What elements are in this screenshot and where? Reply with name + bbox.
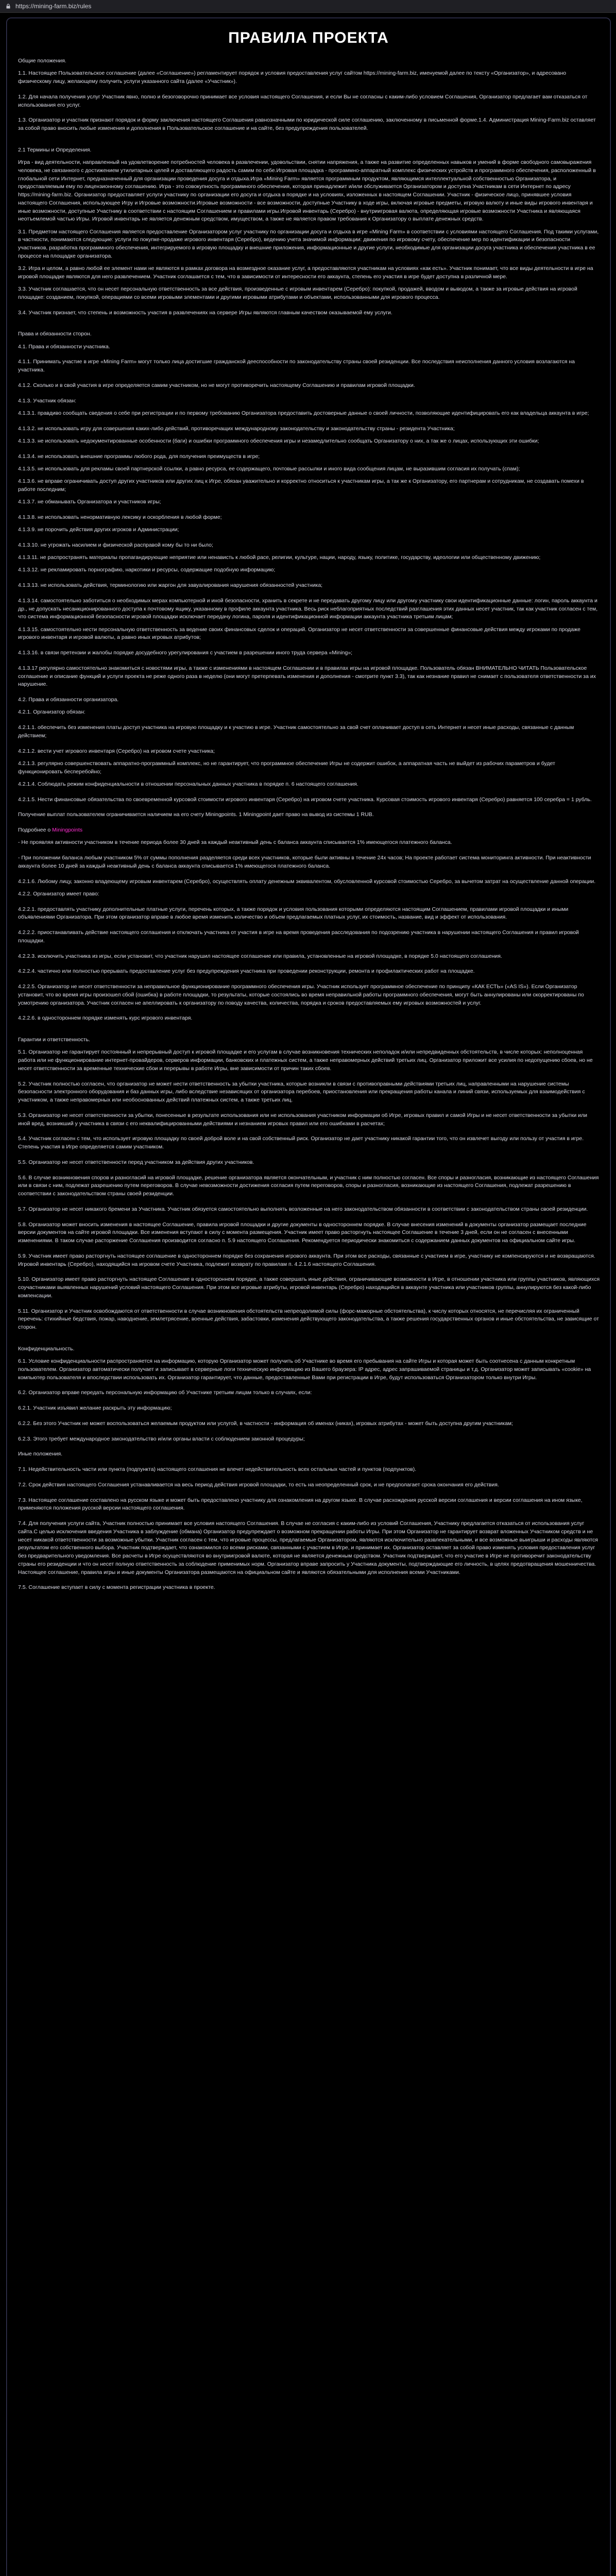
rules-paragraph xyxy=(18,1252,600,1269)
rules-paragraph xyxy=(18,1308,600,1332)
rules-paragraph xyxy=(18,425,600,433)
rules-content xyxy=(7,57,610,1592)
rules-paragraph xyxy=(18,724,600,740)
rules-paragraph xyxy=(18,285,600,302)
paragraph-text: 4.2.1. Организатор обязан: xyxy=(18,709,85,716)
paragraph-text: 4.1.3.16. в связи претензии и жалобы порядке досудебного урегулирования с участием в разрешении иного труда сервера «Mining»; xyxy=(18,650,353,656)
paragraph-text: 4.1.3.6. не вправе ограничивать доступ других участников или других лиц к Игре, обязан уважительно и корректно относиться к участникам игры, а так же к Организатору, его партнерам и сотрудникам, не создавать помехи в работе последним; xyxy=(18,478,584,493)
paragraph-text: 7.4. Для получения услуги сайта, Участник полностью принимает все условия настоящего Соглашения. В случае не согласия с каким-либо из условий Соглашения, Участнику предлагается отказаться от использования услуг сайта.С целью исключения введения Участника в заблуждение (обмана) Организатор предупреждает о возможном прекращении работы Игры. При этом Организатор не гарантирует возврат вложенных Участником средств и не несет никакой ответственности за возможные убытки. Участник согласен с тем, что игровые процессы, предлагаемые Организатором, являются исключительно развлекательными, и все возможные выигрыши и расходы являются результатом его собственного выбора. Участник подтверждает, что ознакомился со всеми рисками, связанными с участием в Игре, и принимает их. Организатор оставляет за собой право изменять условия предоставления услуг без предварительного уведомления. Все расчеты в Игре осуществляются во внутриигровой валюте, которая не является денежным средством. Участник подтверждает, что его участие в Игре не противоречит законодательству страны его резиденции и что он несет полную ответственность за соблюдение применимых норм. Организатор вправе запросить у Участника документы, подтверждающие его личность, в целях предотвращения мошенничества. Настоящее соглашение, правила игры и иные документы Организатора размещаются на официальном сайте и являются обязательными для исполнения всеми Участниками. xyxy=(18,1520,598,1575)
paragraph-text: 4.2.1.6. Любому лицу, законно владеющему игровым инвентарем (Серебро), осуществлять оплату денежным эквивалентом, обусловленной курсовой стоимостью Серебро, за вычетом затрат на осуществление данной операции. xyxy=(18,878,596,885)
paragraph-text: 7.3. Настоящее соглашение составлено на русском языке и может быть предоставлено участнику для ознакомления на другом языке. В случае расхождения русской версии соглашения и версии соглашения на ином языке, применяются положения русской версии настоящего соглашения. xyxy=(18,1497,583,1512)
rules-paragraph xyxy=(18,566,600,574)
rules-paragraph xyxy=(18,437,600,446)
paragraph-text: 6.2. Организатор вправе передать персональную информацию об Участнике третьим лицам только в случаях, если: xyxy=(18,1389,312,1396)
rules-paragraph xyxy=(18,781,600,789)
paragraph-text: 4.1.3.15. самостоятельно нести персональную ответственность за ведение своих финансовых сделок и операций. Организатор не несет ответственности за совершенные финансовые действия между игроками по продаже игрового инвентаря и игровой валюты, а равно иных игровых атрибутов; xyxy=(18,626,581,641)
lock-icon xyxy=(5,3,11,9)
rules-paragraph xyxy=(18,839,600,847)
rules-paragraph xyxy=(18,309,600,317)
paragraph-text: 5.9. Участник имеет право расторгнуть настоящее соглашение в одностороннем порядке без сохранения игрового аккаунта. При этом все расходы, связанные с участием в игре, участнику не компенсируются и не возвращаются. Игровой инвентарь (Серебро), находящийся на игровом счете Участника, подлежит возврату по правилам п. 4.2.1.6 настоящего Соглашения. xyxy=(18,1252,595,1267)
paragraph-text: Игра - вид деятельности, направленный на удовлетворение потребностей человека в развлечении, удовольствии, снятии напряжения, а также на развитие определенных навыков и умений в форме свободного самовыражения человека, не связанного с достижением утилитарных целей и доставляющего радость самим по себе.Игровая площадка - программно-аппаратный комплекс физических устройств и программного обеспечения, расположенный в глобальной сети Интернет, предназначенный для организации проведения досуга и отдыха.Игра «Mining Farm» является программным продуктом, являющимся интеллектуальной собственностью Организатора, и предоставляемым ему по лицензионному соглашению. Игра - это совокупность программного обеспечения, которая принадлежит и/или обслуживается Организатором и доступна Участникам в сети Интернет по адресу https://mining-farm.biz. Организатор предоставляет услуги участнику по организации его досуга и отдыха в порядке и на условиях, изложенных в настоящем Соглашении. Участник - физическое лицо, принявшее условия настоящего Соглашения, использующее Игру и Игровые возможности.Игровые возможности - все возможности, доступные Участнику в ходе игры, включая игровые предметы, игровую валюту и иные виды игрового инвентаря и иные возможности, доступные Участнику в соответствии с настоящим Соглашением и правилами игры.Игровой инвентарь (Серебро) - внутриигровая валюта, определяющая игровые возможности Участника и являющаяся неотъемлемой частью Игры. Игровой инвентарь не является денежным средством, имуществом, а также не является правом требования к Организатору о выплате денежных средств. xyxy=(18,159,596,223)
paragraph-text: 5.2. Участник полностью согласен, что организатор не может нести ответственность за убытки участника, которые возникли в связи с противоправными действиями третьих лиц, направленными на нарушение системы безопасности электронного оборудования и баз данных игры, либо вследствие независящих от организатора перебоев, приостановления или прекращения работы канала и линий связи, используемых для взаимодействия с участником, а также неправомерных или необоснованных действий платежных систем, а также третьих лиц. xyxy=(18,1080,585,1103)
rules-paragraph xyxy=(18,1345,600,1353)
paragraph-text: 4.1.3.12. не рекламировать порнографию, наркотики и ресурсы, содержащие подобную информацию; xyxy=(18,567,276,573)
rules-paragraph xyxy=(18,1276,600,1300)
paragraph-text: 4.1.3.13. не использовать действия, терминологию или жаргон для завуалирования нарушения обязанностей участника; xyxy=(18,582,323,588)
rules-paragraph xyxy=(18,159,600,224)
rules-paragraph xyxy=(18,626,600,642)
paragraph-text: 5.7. Организатор не несет никакого бремени за Участника. Участник обязуется самостоятельно выполнять возложенные на него законодательством обязанности в соответствии с законодательством страны своей резиденции. xyxy=(18,1206,588,1212)
rules-paragraph xyxy=(18,554,600,562)
paragraph-text: 5.5. Организатор не несет ответственности перед участником за действия других участников. xyxy=(18,1159,254,1165)
paragraph-text: 4.1.3.2. не использовать игру для совершения каких-либо действий, противоречащих международному законодательству и законодательству страны - резидента Участника; xyxy=(18,425,455,432)
rules-paragraph xyxy=(18,854,600,871)
rules-paragraph xyxy=(18,760,600,776)
rules-paragraph xyxy=(18,1358,600,1382)
rules-paragraph xyxy=(18,1466,600,1474)
paragraph-text: Общие положения. xyxy=(18,58,66,64)
paragraph-text: 4.1.3.8. не использовать ненормативную лексику и оскорбления в любой форме; xyxy=(18,514,222,520)
rules-paragraph xyxy=(18,265,600,281)
rules-paragraph xyxy=(18,382,600,390)
paragraph-text: 4.2.1.3. регулярно совершенствовать аппаратно-программный комплекс, но не гарантирует, что программное обеспечение Игры не содержит ошибок, а аппаратная часть не выйдет из рабочих параметров и будет функционировать бесперебойно; xyxy=(18,760,555,775)
paragraph-text: 4.2.2.2. приостанавливать действие настоящего соглашения и отключать участника от участия в игре на время проведения расследования по подозрению участника в нарушении настоящего Соглашения и правил игровой площадки. xyxy=(18,929,579,944)
rules-paragraph xyxy=(18,514,600,522)
rules-paragraph xyxy=(18,57,600,65)
paragraph-text: 4.2.1.2. вести учет игрового инвентаря (Серебро) на игровом счете участника; xyxy=(18,748,215,754)
rules-paragraph xyxy=(18,1014,600,1023)
paragraph-text: 4.2.2.5. Организатор не несет ответственности за неправильное функционирование программного обеспечения игры. Участник использует программное обеспечение по принципу «КАК ЕСТЬ» («AS IS»). Если Организатор установит, что во время игры произошел сбой (ошибка) в работе площадки, то результаты, которые состоялись во время неправильной работы программного обеспечения, могут быть аннулированы или скорректированы по усмотрению организатора. Участник согласен не апеллировать к организатору по поводу качества, количества, порядка и сроков предоставляемых ему игровых возможностей и услуг. xyxy=(18,984,584,1006)
rules-panel xyxy=(6,18,611,2576)
paragraph-text: 7.5. Соглашение вступает в силу с момента регистрации участника в проекте. xyxy=(18,1584,215,1591)
rules-paragraph xyxy=(18,1481,600,1489)
rules-paragraph xyxy=(18,397,600,405)
url-text[interactable]: https://mining-farm.biz/rules xyxy=(15,3,92,10)
paragraph-text: 4.2.1.4. Соблюдать режим конфиденциальности в отношении персональных данных участника в порядке п. 6 настоящего соглашения. xyxy=(18,781,358,787)
paragraph-text: 4.1. Права и обязанности участника. xyxy=(18,343,110,350)
browser-address-bar xyxy=(0,0,616,13)
rules-paragraph xyxy=(18,116,600,133)
rules-paragraph xyxy=(18,1404,600,1413)
rules-paragraph xyxy=(18,146,600,155)
paragraph-text: 3.2. Игра и целом, а равно любой ее элемент нами не являются в рамках договора на возмездное оказание услуг, а предоставляются участникам на условиях «как есть». Участник понимает, что все виды деятельности в игре на игровой площадке являются для него развлечением. Участник соглашается с тем, что в зависимости от интересности его аккаунта, степень его участия в игре будет доступна в различной мере. xyxy=(18,265,593,280)
rules-paragraph xyxy=(18,649,600,657)
paragraph-text: 5.4. Участник согласен с тем, что использует игровую площадку по своей доброй воле и на свой собственный риск. Организатор не дает участнику никакой гарантии того, что он извлечет выгоду или пользу от участия в игре. Степень участия в Игре определяется самим участником. xyxy=(18,1136,584,1150)
rules-paragraph xyxy=(18,1080,600,1105)
rules-paragraph xyxy=(18,597,600,621)
paragraph-text: 7.1. Недействительность части или пункта (подпункта) настоящего соглашения не влечет недействительность всех остальных частей и пунктов (подпунктов). xyxy=(18,1466,417,1472)
paragraph-text: Конфиденциальность. xyxy=(18,1345,75,1352)
rules-paragraph xyxy=(18,878,600,886)
rules-paragraph xyxy=(18,1420,600,1428)
paragraph-text: 5.3. Организатор не несет ответственности за убытки, понесенные в результате использования или не использования участником информации об Игре, игровых правил и самой Игры и не несет ответственности за убытки или иной вред, возникший у участника в связи с его неквалифицированными действиями и незнанием игровых правил или его ошибками в расчетах; xyxy=(18,1112,588,1127)
rules-paragraph xyxy=(18,478,600,494)
rules-paragraph xyxy=(18,708,600,717)
paragraph-text: 4.1.3.10. не угрожать насилием и физической расправой кому бы то ни было; xyxy=(18,541,213,548)
rules-paragraph xyxy=(18,93,600,110)
rules-paragraph xyxy=(18,498,600,506)
paragraph-text: 4.2.2.3. исключить участника из игры, если установит, что участник нарушил настоящее соглашение или правила, установленные на игровой площадке, в порядке 5.0 настоящего соглашения. xyxy=(18,953,502,959)
paragraph-text: 6.2.1. Участник изъявил желание раскрыть эту информацию; xyxy=(18,1405,172,1411)
paragraph-text: 2.1 Термины и Определения. xyxy=(18,146,92,153)
paragraph-text: 7.2. Срок действия настоящего Соглашения устанавливается на весь период действия игровой площадки, то есть на неопределенный срок, и не предполагает срока окончания его действия. xyxy=(18,1481,499,1488)
paragraph-text: Подробнее о xyxy=(18,827,53,833)
paragraph-text: - При положении баланса любым участником 5% от суммы пополнения разделяется среди всех участников, которые были активны в течение 24х часов; На проекте работает система мониторинга активности. При неактивности аккаунта более 10 дней за каждый неактивный день с баланса аккаунта списывается 1% имеющегося платежного баланса. xyxy=(18,855,591,869)
rules-paragraph xyxy=(18,526,600,534)
rules-paragraph xyxy=(18,796,600,804)
paragraph-text: 6.2.3. Этого требует международное законодательство и/или органы власти с соблюдением законной процедуры; xyxy=(18,1435,305,1442)
rules-paragraph xyxy=(18,343,600,351)
paragraph-text: 3.3. Участник соглашается, что он несет персональную ответственность за все действия, произведенные с игровым инвентарем (Серебро): покупкой, продажей, вводом и выводом, а также за игровые действия на игровой площадке: созданием, покупкой, операциями со всеми игровыми элементами и другими игровыми атрибутами и объектами, использованными для игрового процесса. xyxy=(18,286,577,300)
paragraph-text: 4.2. Права и обязанности организатора. xyxy=(18,697,119,703)
rules-paragraph xyxy=(18,1450,600,1459)
rules-paragraph xyxy=(18,953,600,961)
paragraph-text: 4.2.2.4. частично или полностью прерывать предоставление услуг без предупреждения участника при проведении реконструкции, ремонта и профилактических работ на площадке. xyxy=(18,968,475,975)
rules-paragraph xyxy=(18,453,600,461)
paragraph-text: 4.2.1.1. обеспечить без изменения платы доступ участника на игровую площадку и к участию в игре. Участник самостоятельно за свой счет оплачивает доступ в сеть Интернет и несет иные расходы, связанные с данным действием; xyxy=(18,724,574,739)
paragraph-text: 4.1.2. Сколько и в свой участия в игре определяется самим участником, но не могут противоречить настоящему Соглашению и правилам игровой площадки. xyxy=(18,382,415,388)
rules-paragraph xyxy=(18,465,600,473)
paragraph-text: 4.1.3.7. не обманывать Организатора и участников игры; xyxy=(18,499,161,505)
rules-paragraph xyxy=(18,811,600,819)
rules-paragraph xyxy=(18,929,600,945)
paragraph-text: 4.1.3.9. не порочить действия других игроков и Администрации; xyxy=(18,527,179,533)
paragraph-text: 4.1.3.17 регулярно самостоятельно знакомиться с новостями игры, а также с изменениями в настоящем Соглашении и в правилах игры на игровой площадке. Пользователь обязан ВНИМАТЕЛЬНО ЧИТАТЬ Пользовательское соглашение и описание функций и услуги проекта не реже одного раза в неделю (они могут претерпевать изменения и дополнения - смотрите пункт 3.3), так как незнание правил не снимает с пользователя ответственности за их нарушение. xyxy=(18,665,596,688)
rules-paragraph xyxy=(18,1435,600,1444)
paragraph-text: - Не проявляя активности участником в течение периода более 30 дней за каждый неактивный день с баланса аккаунта списывается 1% имеющегося платежного баланса. xyxy=(18,839,452,846)
paragraph-text: 3.1. Предметом настоящего Соглашения является предоставление Организатором услуг участнику по организации досуга и отдыха в игре «Mining Farm» в соответствии с условиями настоящего Соглашения. Под такими услугами, в частности, понимаются следующие: услуги по покупке-продаже игрового инвентаря (Серебро), ведению учета значимой информации: движения по игровому счету, обеспечение мер по идентификации и безопасности участников, разработка программного обеспечения, интегрируемого в игровую площадку и внешние приложения, информационные и другие услуги, необходимые для организации досуга участника и обеспечения участника в ее процессе на площадке организатора. xyxy=(18,228,599,259)
paragraph-text: 1.2. Для начала получения услуг Участник явно, полно и безоговорочно принимает все условия настоящего Соглашения, и если Вы не согласны с каким-либо условием Соглашения, Организатор предлагает вам отказаться от использования его услуг. xyxy=(18,93,588,108)
paragraph-text: Права и обязанности сторон. xyxy=(18,331,92,337)
rules-paragraph xyxy=(18,1036,600,1044)
paragraph-text: 4.1.3.5. не использовать для рекламы своей партнерской ссылки, а равно ресурса, ее содержащего, почтовые рассылки и иного вида сообщения лицам, не выразившим согласия их получать (спам); xyxy=(18,465,520,472)
paragraph-text: 4.2.2.6. в одностороннем порядке изменять курс игрового инвентаря. xyxy=(18,1015,193,1022)
rules-paragraph xyxy=(18,1389,600,1397)
rules-paragraph xyxy=(18,358,600,375)
paragraph-text: 5.10. Организатор имеет право расторгнуть настоящее Соглашение в одностороннем порядке, а также совершать иные действия, ограничивающие возможности в Игре, в отношении участника или группы участников, являющихся соучастниками выявленных нарушений условий настоящего Соглашения. При этом все игровые атрибуты, игровой инвентарь (Серебро) находящийся в аккаунте участника или участников группы, аннулируются без какой-либо компенсации. xyxy=(18,1276,600,1299)
paragraph-text: Получение выплат пользователем ограничивается наличием на его счету Miningpoints. 1 Miningpoint дает право на вывод из системы 1 RUB. xyxy=(18,811,374,818)
paragraph-text: 1.3. Организатор и участник признают порядок и форму заключения настоящего Соглашения равнозначными по юридической силе соглашению, заключенному в письменной форме.1.4. Администрация Mining-Farm.biz оставляет за собой право вносить любые изменения и дополнения в Пользовательское соглашение и на сайте, без предупреждения пользователей. xyxy=(18,117,596,131)
rules-paragraph xyxy=(18,1497,600,1513)
rules-paragraph xyxy=(18,968,600,976)
rules-paragraph xyxy=(18,1520,600,1577)
paragraph-text: 1.1. Настоящее Пользовательское соглашение (далее «Соглашение») регламентирует порядок и условия предоставления услуг сайтом https://mining-farm.biz, именуемой далее по тексту «Организатор», и адресовано физическому лицу, желающему получить услуги указанного сайта (далее «Участник»). xyxy=(18,70,567,84)
paragraph-text: 4.1.1. Принимать участие в игре «Mining Farm» могут только лица достигшие гражданской дееспособности по законодательству страны своей резиденции. Все последствия неисполнения данного условия возлагаются на участника. xyxy=(18,359,575,373)
paragraph-text: 4.1.3.11. не распространять материалы пропагандирующие неприятие или ненависть к любой расе, религии, культуре, нации, народу, языку, политике, государству, идеологии или общественному движению; xyxy=(18,554,541,561)
rules-paragraph xyxy=(18,1174,600,1198)
rules-paragraph xyxy=(18,541,600,550)
paragraph-text: 4.1.3.3. не использовать недокументированные особенности (баги) и ошибки программного обеспечения игры и незамедлительно сообщать Организатору о них, а так же о лицах, использующих эти ошибки; xyxy=(18,437,539,444)
paragraph-text: 4.2.1.5. Нести финансовые обязательства по своевременной курсовой стоимости игрового инвентаря (Серебро) на игровом счете участника. Курсовая стоимость игрового инвентаря (Серебро) равняется 100 серебра = 1 рубль. xyxy=(18,796,592,803)
paragraph-text: 6.1. Условие конфиденциальности распространяется на информацию, которую Организатор может получить об Участнике во время его пребывания на сайте Игры и которая может быть соотнесена с данным конкретным пользователем. Организатор автоматически получает и записывает в серверные логи техническую информацию из Вашего браузера: IP адрес, адрес запрашиваемой страницы и т.д. Организатор может записывать «cookie» на компьютер пользователя и впоследствии использовать их. Организатор гарантирует, что данные, предоставленные Вами при регистрации в Игре, будут использоваться Организатором только внутри Игры. xyxy=(18,1358,591,1381)
page-title: ПРАВИЛА ПРОЕКТА xyxy=(228,29,389,46)
rules-paragraph xyxy=(18,1159,600,1167)
rules-paragraph xyxy=(18,906,600,922)
rules-paragraph xyxy=(18,1135,600,1151)
miningpoints-link[interactable]: Miningpoints xyxy=(52,827,83,833)
rules-paragraph xyxy=(18,983,600,1007)
paragraph-text: 6.2.2. Без этого Участник не может воспользоваться желаемым продуктом или услугой, в частности - информация об именах (никах), игровых атрибутах - может быть доступна другим участникам; xyxy=(18,1420,514,1427)
rules-paragraph xyxy=(18,1221,600,1245)
paragraph-text: Иные положения. xyxy=(18,1451,63,1458)
paragraph-text: 5.8. Организатор может вносить изменения в настоящее Соглашение, правила игровой площадки и другие документы в одностороннем порядке. В случае внесения изменений в документы организатор размещает последние версии документов на сайте игровой площадки. Все изменения вступают в силу с момента размещения. Участник имеет право расторгнуть настоящее Соглашение в течение 3 дней, если он не согласен с внесенными изменениями. В таком случае расторжение Соглашения производится согласно п. 5.9 настоящего Соглашения. Рекомендуется периодически знакомиться с содержанием данных документов на официальном сайте игры. xyxy=(18,1221,587,1244)
rules-paragraph xyxy=(18,665,600,689)
rules-paragraph xyxy=(18,70,600,86)
paragraph-text: 4.1.3.1. правдиво сообщать сведения о себе при регистрации и по первому требованию Организатора предоставить достоверные данные о своей личности, позволяющие идентифицировать его как владельца аккаунта в игре; xyxy=(18,410,589,416)
rules-paragraph xyxy=(18,1584,600,1592)
rules-paragraph xyxy=(18,826,600,835)
rules-paragraph xyxy=(18,1206,600,1214)
paragraph-text: 5.11. Организатор и Участник освобождаются от ответственности в случае возникновения обстоятельств непреодолимой силы (форс-мажорные обстоятельства), к числу которых относятся, не перечисляя их ограниченный перечень: стихийные бедствия, пожар, наводнение, землетрясение, военные действия, забастовки, изменения действующего законодательства, а также решения государственных органов и иные обстоятельства, не зависящие от сторон. xyxy=(18,1308,599,1330)
paragraph-text: 4.1.3.14. самостоятельно заботиться о необходимых мерах компьютерной и иной безопасности, хранить в секрете и не передавать другому лицу или другому участнику свои идентификационные данные: логин, пароль аккаунта и др., не допускать несанкционированного доступа к почтовому ящику, указанному в профиле аккаунта участника. Весь риск неблагоприятных последствий разглашения этих данных несет участник, так как участник согласен с тем, что система информационной безопасности игровой площадки исключает передачу логина, пароля и идентификационной информации аккаунта участника третьим лицам; xyxy=(18,597,598,620)
paragraph-text: 5.1. Организатор не гарантирует постоянный и непрерывный доступ к игровой площадке и его услугам в случае возникновения технических неполадок и/или непредвиденных обстоятельств, в числе которых: неполноценная работа или не функционирование интернет-провайдеров, серверов информации, банковских и платежных систем, а также неправомерных действий третьих лиц. Организатор приложит все усилия по недопущению сбоев, но не несет ответственности за временные технические сбои и перерывы в работе Игры, вне зависимости от причин таких сбоев. xyxy=(18,1049,593,1072)
paragraph-text: Гарантии и ответственность. xyxy=(18,1037,90,1043)
paragraph-text: 4.1.3.4. не использовать внешние программы любого рода, для получения преимуществ в игре; xyxy=(18,453,260,460)
rules-paragraph xyxy=(18,748,600,756)
rules-paragraph xyxy=(18,1112,600,1128)
rules-paragraph xyxy=(18,228,600,261)
paragraph-text: 4.2.2.1. предоставлять участнику дополнительные платные услуги, перечень которых, а также порядок и условия пользования которыми определяются настоящим Соглашением, правилами игровой площадки и иными объявлениями Организатора. При этом организатор вправе в любое время изменить количество и объем предлагаемых платных услуг, их стоимость, название, вид и эффект от использования. xyxy=(18,906,569,921)
paragraph-text: 4.1.3. Участник обязан: xyxy=(18,397,77,404)
rules-paragraph xyxy=(18,696,600,704)
paragraph-text: 4.2.2. Организатор имеет право: xyxy=(18,890,99,897)
paragraph-text: 3.4. Участник признает, что степень и возможность участия в развлечениях на сервере Игры являются главным качеством оказываемой ему услуги. xyxy=(18,309,392,316)
rules-paragraph xyxy=(18,1048,600,1073)
rules-paragraph xyxy=(18,330,600,338)
rules-paragraph xyxy=(18,410,600,418)
rules-paragraph xyxy=(18,582,600,590)
paragraph-text: 5.6. В случае возникновения споров и разногласий на игровой площадке, решение организатора является окончательным, и участник с ним полностью согласен. Все споры и разногласия, возникающие из настоящего Соглашения или в связи с ним, подлежат разрешению путем переговоров. В случае невозможности достижения согласия путем переговоров, споры и разногласия, возникающие из настоящего Соглашения, подлежат разрешению в соответствии с законодательством страны своей резиденции. xyxy=(18,1174,599,1197)
rules-paragraph xyxy=(18,890,600,899)
